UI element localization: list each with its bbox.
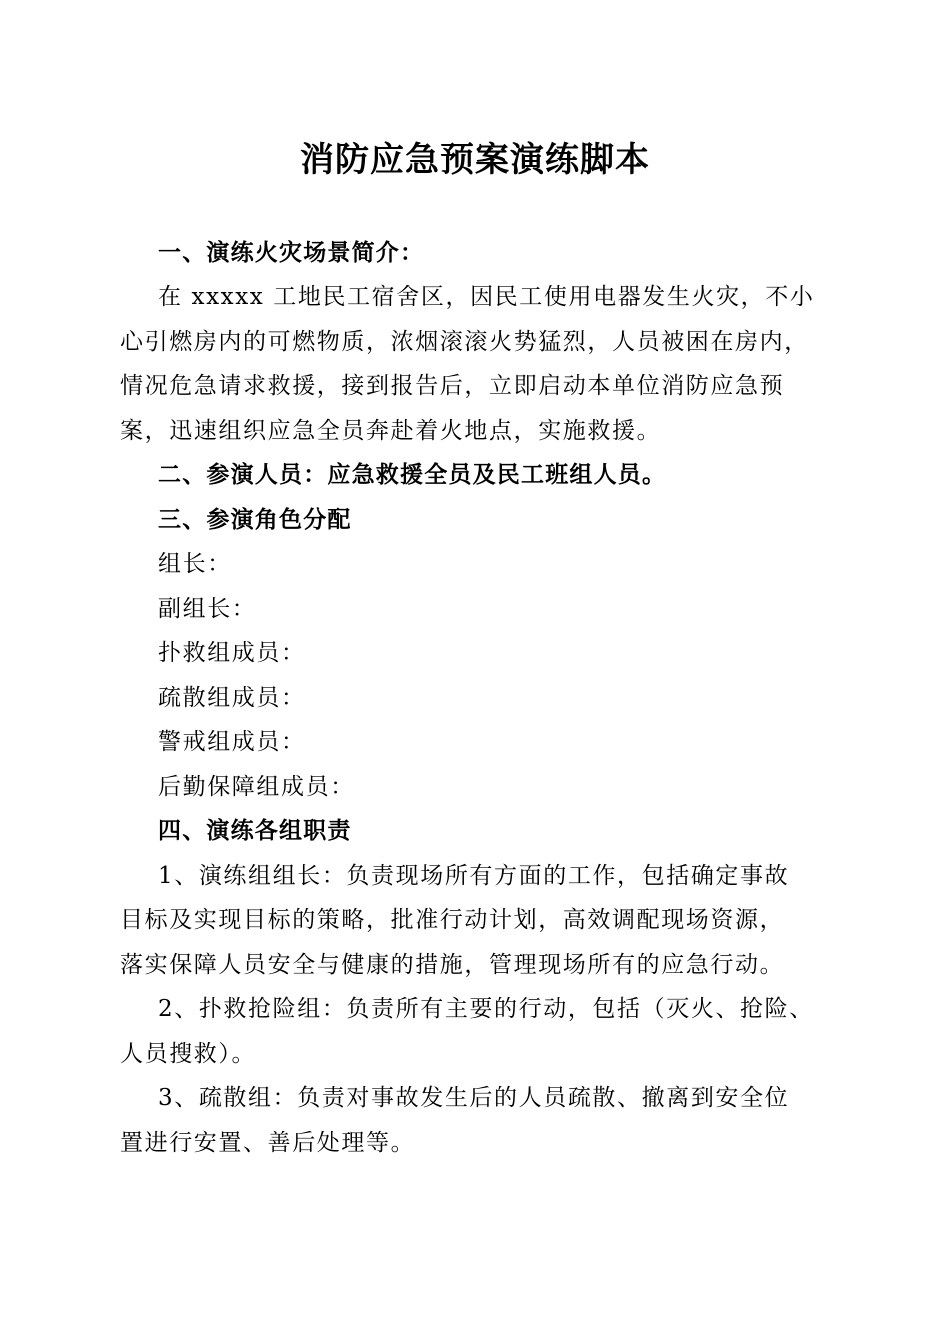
section-heading-4: 四、演练各组职责: [158, 818, 352, 844]
paragraph-line: 目标及实现目标的策略，批准行动计划，高效调配现场资源，: [120, 907, 785, 933]
paragraph-line: 人员搜救）。: [120, 1041, 257, 1067]
paragraph-line: 3、疏散组：负责对事故发生后的人员疏散、撤离到安全位: [158, 1085, 790, 1111]
document-title: 消防应急预案演练脚本: [300, 140, 650, 180]
section-heading-1: 一、演练火灾场景简介：: [158, 240, 425, 266]
paragraph-line: 在 xxxxx 工地民工宿舍区，因民工使用电器发生火灾，不小: [158, 284, 815, 310]
paragraph-line: 落实保障人员安全与健康的措施，管理现场所有的应急行动。: [120, 952, 785, 978]
role-item-evacuation-members: 疏散组成员：: [158, 685, 306, 711]
paragraph-line: 案，迅速组织应急全员奔赴着火地点，实施救援。: [120, 418, 662, 444]
role-item-deputy-leader: 副组长：: [158, 596, 257, 622]
paragraph-line: 2、扑救抢险组：负责所有主要的行动，包括（灭火、抢险、: [158, 996, 814, 1022]
role-item-guard-members: 警戒组成员：: [158, 729, 306, 755]
section-heading-3: 三、参演角色分配: [158, 507, 352, 533]
role-item-logistics-members: 后勤保障组成员：: [158, 774, 355, 800]
paragraph-line: 置进行安置、善后处理等。: [120, 1130, 416, 1156]
role-item-leader: 组长：: [158, 551, 232, 577]
role-item-rescue-members: 扑救组成员：: [158, 640, 306, 666]
paragraph-line: 情况危急请求救援，接到报告后，立即启动本单位消防应急预: [120, 373, 785, 399]
section-heading-2: 二、参演人员：应急救援全员及民工班组人员。: [158, 462, 667, 488]
paragraph-line: 心引燃房内的可燃物质，浓烟滚滚火势猛烈，人员被困在房内，: [120, 329, 809, 355]
paragraph-line: 1、演练组组长：负责现场所有方面的工作，包括确定事故: [158, 863, 790, 889]
